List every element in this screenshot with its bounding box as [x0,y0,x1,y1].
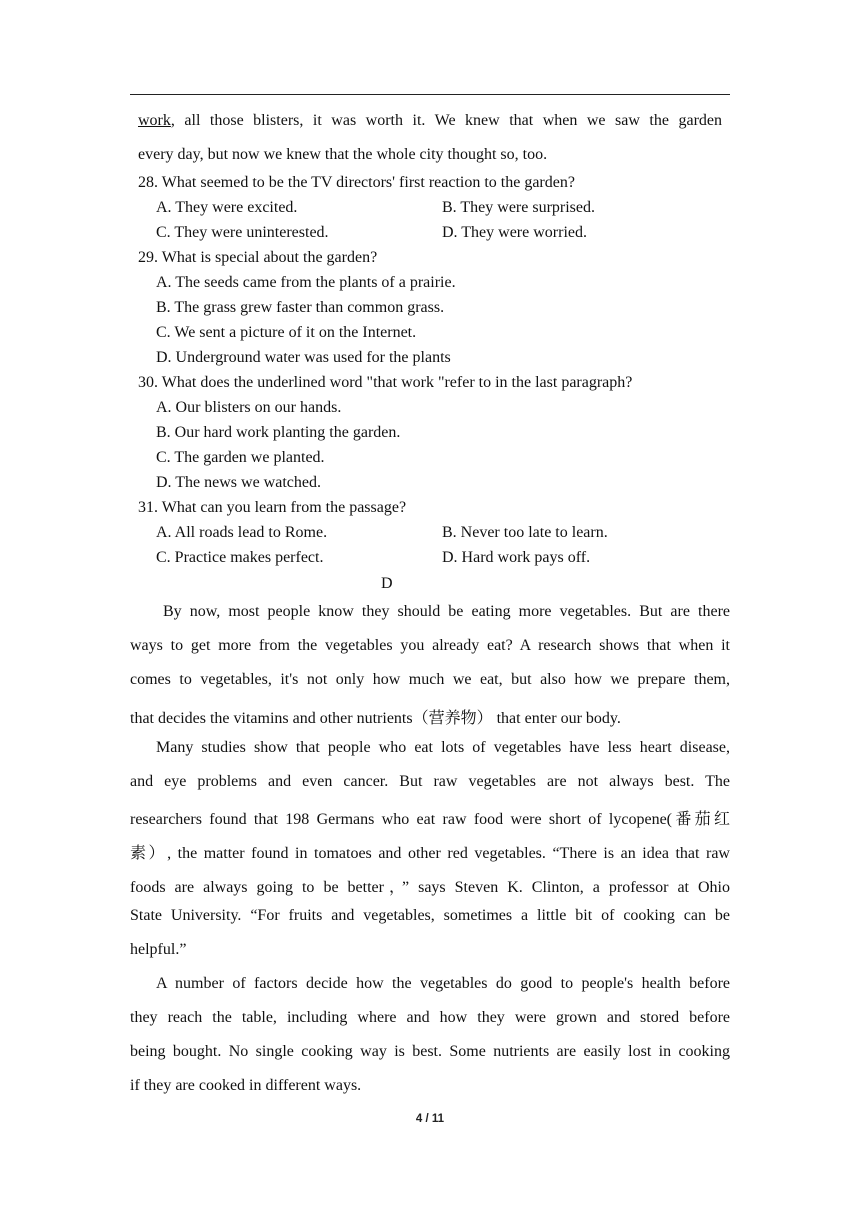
question-28-stem: 28. What seemed to be the TV directors' first reaction to the garden? [138,174,575,191]
q31-option-a: A. All roads lead to Rome. [156,524,328,541]
paragraph-line: comes to vegetables, it's not only how much we eat, but also how we prepare them, [130,671,730,688]
underlined-word: work [138,112,171,129]
page-number: 4 / 11 [415,1113,445,1125]
paragraph-line: being bought. No single cooking way is best. Some nutrients are easily lost in cooking [130,1043,730,1060]
q31-option-d: D. Hard work pays off. [442,549,591,566]
q29-option-b: B. The grass grew faster than common grass. [156,299,445,316]
paragraph-line: if they are cooked in different ways. [130,1077,362,1094]
section-d-heading: D [381,575,393,592]
q28-option-c: C. They were uninterested. [156,224,329,241]
q31-option-c: C. Practice makes perfect. [156,549,324,566]
paragraph-line: A number of factors decide how the vegetables do good to people's health before [156,975,730,992]
paragraph-line: researchers found that 198 Germans who eat raw food were short of lycopene(番茄红 [130,811,730,828]
paragraph-line: that decides the vitamins and other nutrients（营养物） that enter our body. [130,710,621,727]
paragraph-line: helpful.” [130,941,187,958]
paragraph-line: 素）, the matter found in tomatoes and other red vegetables. “There is an idea that raw [130,845,730,862]
header-rule [130,94,730,95]
paragraph-line: they reach the table, including where and how they were grown and stored before [130,1009,730,1026]
passage-c-line-2: every day, but now we knew that the whole city thought so, too. [138,146,548,163]
q30-option-b: B. Our hard work planting the garden. [156,424,401,441]
q30-option-c: C. The garden we planted. [156,449,325,466]
paragraph-line: and eye problems and even cancer. But raw vegetables are not always best. The [130,773,730,790]
question-31-stem: 31. What can you learn from the passage? [138,499,407,516]
paragraph-line: By now, most people know they should be eating more vegetables. But are there [163,603,730,620]
paragraph-line: State University. “For fruits and vegetables, sometimes a little bit of cooking can be [130,907,730,924]
question-30-stem: 30. What does the underlined word "that work "refer to in the last paragraph? [138,374,633,391]
passage-c-line-1: work, all those blisters, it was worth it. We knew that when we saw the garden [138,112,722,129]
q30-option-a: A. Our blisters on our hands. [156,399,342,416]
paragraph-line: foods are always going to be better，” says Steven K. Clinton, a professor at Ohio [130,879,730,896]
q29-option-c: C. We sent a picture of it on the Internet. [156,324,417,341]
q29-option-a: A. The seeds came from the plants of a prairie. [156,274,456,291]
q28-option-d: D. They were worried. [442,224,587,241]
paragraph-line: Many studies show that people who eat lots of vegetables have less heart disease, [156,739,730,756]
q28-option-a: A. They were excited. [156,199,298,216]
q30-option-d: D. The news we watched. [156,474,321,491]
q29-option-d: D. Underground water was used for the plants [156,349,451,366]
paragraph-line: ways to get more from the vegetables you already eat? A research shows that when it [130,637,730,654]
q28-option-b: B. They were surprised. [442,199,595,216]
q31-option-b: B. Never too late to learn. [442,524,608,541]
question-29-stem: 29. What is special about the garden? [138,249,378,266]
